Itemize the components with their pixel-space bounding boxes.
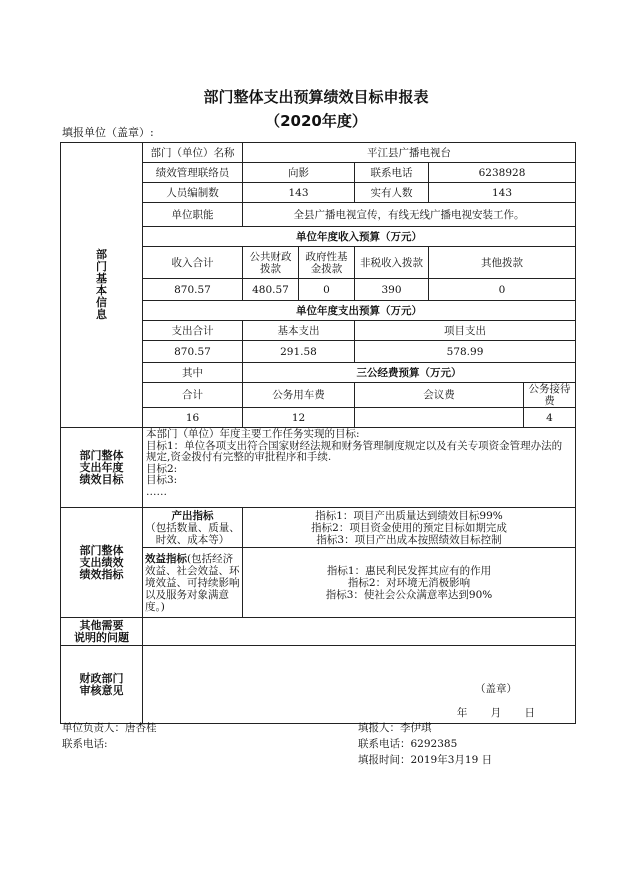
benefit-indicator-label [143, 548, 243, 618]
reception-fee-value: 4 [524, 408, 576, 428]
expense-total-value: 870.57 [143, 341, 243, 363]
filler-unit-label: 填报单位（盖章）: [62, 126, 154, 139]
goal-1: 目标1：单位各项支出符合国家财经法规和财务管理制度规定以及有关专项资金管理办法的规定,资金拨付有完整的审批程序和手续. [146, 439, 563, 463]
benefit-title: 效益指标 [145, 552, 187, 565]
expense-project-value: 578.99 [355, 341, 576, 363]
basic-info-label: 部 门 基 本 信 息 [61, 143, 143, 428]
income-fund-value: 0 [299, 279, 355, 301]
goal-3: 目标3: [146, 474, 178, 486]
goal-2: 目标2: [146, 462, 178, 475]
output-item-2: 指标2：项目资金使用的预定目标如期完成 [311, 521, 507, 534]
car-fee-label: 公务用车费 [243, 383, 355, 408]
benefit-indicator-items [243, 548, 576, 618]
other-notes-value [143, 618, 576, 646]
page-year: （2020年度） [265, 112, 367, 130]
expense-project-label: 项目支出 [355, 321, 576, 341]
staff-label: 人员编制数 [143, 183, 243, 203]
benefit-desc: (包括经济效益、社会效益、环境效益、可持续影响以及服务对象满意度。) [145, 552, 240, 613]
phone-label: 联系电话 [355, 163, 429, 183]
duty-label: 单位职能 [143, 203, 243, 227]
three-total-label: 合计 [143, 383, 243, 408]
other-notes-label: 其他需要 说明的问题 [61, 618, 143, 646]
audit-seal: （盖章） [475, 682, 518, 695]
goals-more: …… [146, 485, 167, 498]
contact-value: 向影 [243, 163, 355, 183]
car-fee-value: 12 [243, 408, 355, 428]
contact-phone-left: 联系电话: [62, 738, 108, 750]
expense-basic-label: 基本支出 [243, 321, 355, 341]
income-public-value: 480.57 [243, 279, 299, 301]
income-header: 单位年度收入预算（万元） [143, 227, 576, 247]
income-fund-label: 政府性基金拨款 [299, 247, 355, 279]
phone-value: 6238928 [429, 163, 576, 183]
output-desc: （包括数量、质量、时效、成本等） [145, 521, 240, 546]
income-other-value: 0 [429, 279, 576, 301]
benefit-item-3: 指标3：使社会公众满意率达到90% [325, 588, 493, 601]
duty-value: 全县广播电视宣传，有线无线广播电视安装工作。 [243, 203, 576, 227]
output-item-1: 指标1：项目产出质量达到绩效目标99% [315, 509, 503, 522]
income-public-label: 公共财政拨款 [243, 247, 299, 279]
income-total-label: 收入合计 [143, 247, 243, 279]
contact-label: 绩效管理联络员 [143, 163, 243, 183]
income-other-label: 其他拨款 [429, 247, 576, 279]
annual-goals-content [143, 428, 576, 508]
page-title: 部门整体支出预算绩效目标申报表 [203, 88, 429, 106]
three-public-header: 三公经费预算（万元） [243, 363, 576, 383]
audit-date: 年 月 日 [456, 706, 536, 719]
income-total-value: 870.57 [143, 279, 243, 301]
actual-staff-value: 143 [429, 183, 576, 203]
qizhong-label: 其中 [143, 363, 243, 383]
expense-total-label: 支出合计 [143, 321, 243, 341]
staff-value: 143 [243, 183, 355, 203]
output-title: 产出指标 [171, 509, 214, 522]
meeting-fee-value [355, 408, 524, 428]
filler-name: 填报人：李伊琪 [358, 722, 432, 734]
reception-fee-label: 公务接待费 [524, 383, 576, 408]
output-indicator-label [143, 508, 243, 548]
dept-name-label: 部门（单位）名称 [143, 143, 243, 163]
goals-intro: 本部门（单位）年度主要工作任务实现的目标: [146, 428, 360, 440]
annual-goals-label: 部门整体 支出年度 绩效目标 [61, 428, 143, 508]
expense-header: 单位年度支出预算（万元） [143, 301, 576, 321]
dept-name-value: 平江县广播电视台 [243, 143, 576, 163]
contact-phone-right: 联系电话：6292385 [358, 738, 458, 750]
meeting-fee-label: 会议费 [355, 383, 524, 408]
actual-staff-label: 实有人数 [355, 183, 429, 203]
benefit-item-1: 指标1：惠民利民发挥其应有的作用 [326, 564, 492, 577]
income-nontax-label: 非税收入拨款 [355, 247, 429, 279]
indicators-label: 部门整体 支出绩效 绩效指标 [61, 508, 143, 618]
audit-label: 财政部门 审核意见 [61, 646, 143, 724]
three-total-value: 16 [143, 408, 243, 428]
expense-basic-value: 291.58 [243, 341, 355, 363]
benefit-item-2: 指标2：对环境无消极影响 [347, 576, 471, 589]
unit-leader: 单位负责人：唐杏桂 [62, 722, 157, 734]
output-item-3: 指标3：项目产出成本按照绩效目标控制 [316, 533, 502, 546]
fill-date: 填报时间：2019年3月19 日 [358, 754, 493, 766]
audit-opinion [143, 646, 576, 724]
output-indicator-items [243, 508, 576, 548]
budget-form-table [60, 142, 576, 724]
income-nontax-value: 390 [355, 279, 429, 301]
